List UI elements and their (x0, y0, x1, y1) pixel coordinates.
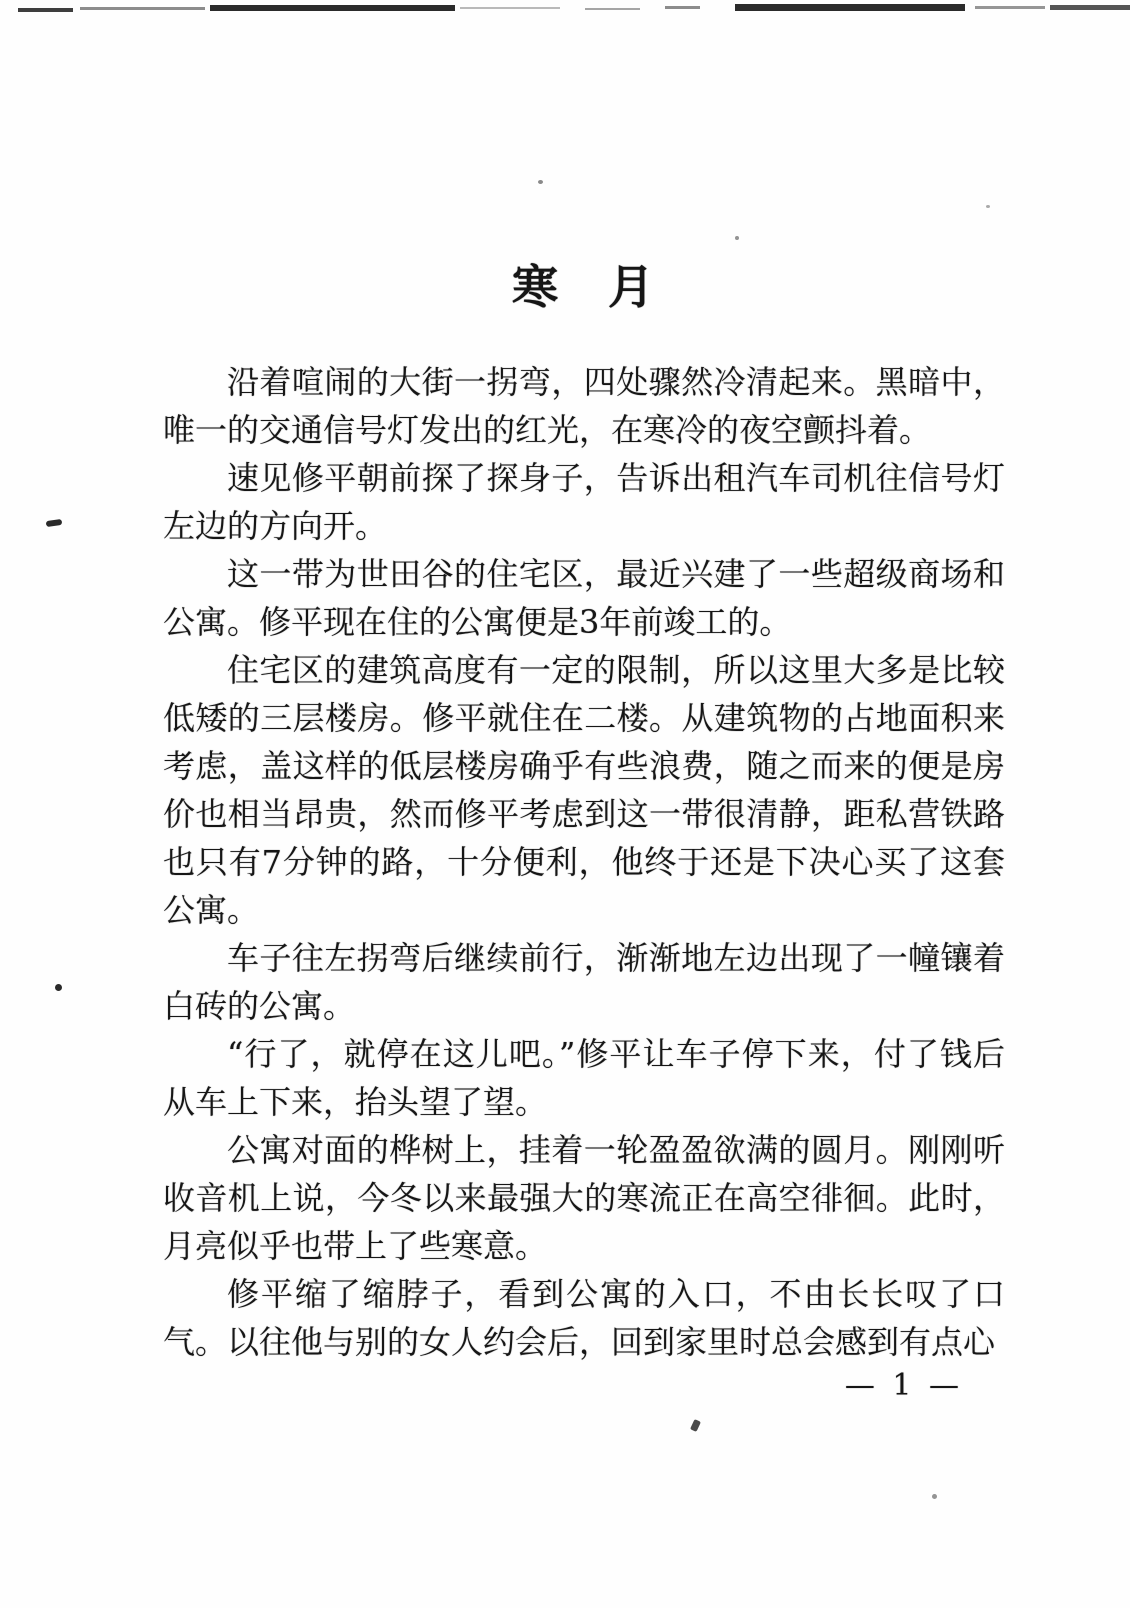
body-text (163, 358, 1005, 1366)
scan-speck (932, 1494, 937, 1499)
page-number: — 1 — (844, 1368, 963, 1403)
paragraph: 车子往左拐弯后继续前行，渐渐地左边出现了一幢镶着白砖的公寓。 (163, 939, 1005, 1025)
paragraph: “行了，就停在这儿吧。”修平让车子停下来，付了钱后从车上下来，抬头望了望。 (163, 1035, 1005, 1121)
paragraph: 沿着喧闹的大街一拐弯，四处骤然冷清起来。黑暗中，唯一的交通信号灯发出的红光，在寒冷的夜空颤抖着。 (163, 363, 1005, 449)
chapter-title: 寒 月 (512, 260, 656, 314)
scan-speck (538, 180, 543, 184)
paragraph: 速见修平朝前探了探身子，告诉出租汽车司机往信号灯左边的方向开。 (163, 459, 1005, 545)
scan-speck (986, 205, 990, 208)
scan-speck (690, 1419, 701, 1432)
paragraph: 住宅区的建筑高度有一定的限制，所以这里大多是比较低矮的三层楼房。修平就住在二楼。从建筑物的占地面积来考虑，盖这样的低层楼房确乎有些浪费，随之而来的便是房价也相当昂贵，然而修平考虑到这一带很清静，距私营铁路也只有7分钟的路，十分便利，他终于还是下决心买了这套公寓。 (163, 651, 1005, 929)
paragraph: 修平缩了缩脖子，看到公寓的入口，不由长长叹了口气。以往他与别的女人约会后，回到家里时总会感到有点心 (163, 1275, 1005, 1361)
paragraph: 这一带为世田谷的住宅区，最近兴建了一些超级商场和公寓。修平现在住的公寓便是3年前竣工的。 (163, 555, 1005, 641)
scan-speck (735, 236, 739, 240)
scan-edge-artifact-graphic (0, 0, 1130, 18)
scan-edge-artifact (0, 0, 1130, 18)
paragraph: 公寓对面的桦树上，挂着一轮盈盈欲满的圆月。刚刚听收音机上说，今冬以来最强大的寒流正在高空徘徊。此时，月亮似乎也带上了些寒意。 (163, 1131, 1005, 1265)
scan-speck (55, 984, 62, 991)
scan-speck (46, 519, 63, 527)
